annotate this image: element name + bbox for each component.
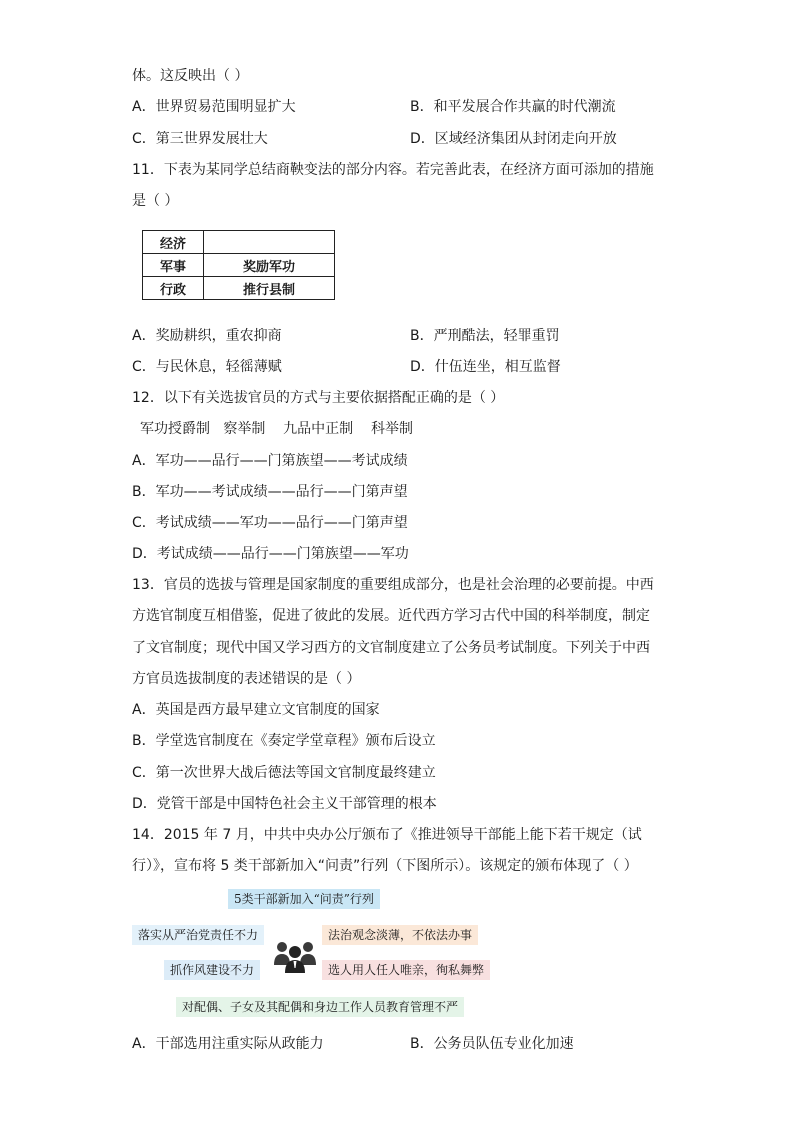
table-cell-key: 经济 xyxy=(143,231,204,254)
figure-item-bottom: 对配偶、子女及其配偶和身边工作人员教育管理不严 xyxy=(176,997,464,1017)
q14-stem-line2: 行）》，宣布将 5 类干部新加入“问责”行列（下图所示）。该规定的颁布体现了（ ） xyxy=(132,858,638,874)
q13-stem-line1: 13．官员的选拔与管理是国家制度的重要组成部分，也是社会治理的必要前提。中西 xyxy=(132,577,654,593)
figure-title-box: 5类干部新加入“问责”行列 xyxy=(228,889,380,909)
table-row xyxy=(143,254,335,277)
table-cell-key: 行政 xyxy=(143,277,204,300)
q13-stem-line3: 了文官制度；现代中国又学习西方的文官制度建立了公务员考试制度。下列关于中西 xyxy=(132,640,650,656)
q13-option-c[interactable]: C．第一次世界大战后德法等国文官制度最终建立 xyxy=(132,765,436,781)
q13-stem-line4: 方官员选拔制度的表述错误的是（ ） xyxy=(132,671,361,687)
q14-option-b[interactable]: B．公务员队伍专业化加速 xyxy=(410,1036,574,1052)
q12-option-b[interactable]: B．军功——考试成绩——品行——门第声望 xyxy=(132,484,408,500)
q14-stem-line1: 14．2015 年 7 月，中共中央办公厅颁布了《推进领导干部能上能下若干规定（试 xyxy=(132,827,642,843)
q12-option-a[interactable]: A．军功——品行——门第族望——考试成绩 xyxy=(132,453,408,469)
q13-option-a[interactable]: A．英国是西方最早建立文官制度的国家 xyxy=(132,702,380,718)
q11-stem-line1: 11．下表为某同学总结商鞅变法的部分内容。若完善此表，在经济方面可添加的措施 xyxy=(132,162,654,178)
q13-option-b[interactable]: B．学堂选官制度在《奏定学堂章程》颁布后设立 xyxy=(132,733,436,749)
q12-method-list: 军功授爵制 察举制 九品中正制 科举制 xyxy=(140,421,413,437)
figure-item-left2: 抓作风建设不力 xyxy=(164,960,260,980)
table-cell-value: 推行县制 xyxy=(204,277,335,300)
people-group-icon xyxy=(272,935,318,975)
q10-stem-tail: 体。这反映出（ ） xyxy=(132,68,249,84)
q11-stem-line2: 是（ ） xyxy=(132,193,179,209)
q11-option-b[interactable]: B．严刑酷法，轻罪重罚 xyxy=(410,328,560,344)
figure-item-right2: 选人用人任人唯亲，徇私舞弊 xyxy=(322,960,490,980)
figure-item-right1: 法治观念淡薄，不依法办事 xyxy=(322,925,478,945)
q10-option-b[interactable]: B．和平发展合作共赢的时代潮流 xyxy=(410,99,616,115)
q11-option-d[interactable]: D．什伍连坐，相互监督 xyxy=(410,359,561,375)
q12-option-c[interactable]: C．考试成绩——军功——品行——门第声望 xyxy=(132,515,408,531)
q12-stem: 12．以下有关选拔官员的方式与主要依据搭配正确的是（ ） xyxy=(132,390,505,406)
q10-option-c[interactable]: C．第三世界发展壮大 xyxy=(132,131,268,147)
q14-option-a[interactable]: A．干部选用注重实际从政能力 xyxy=(132,1036,324,1052)
q11-option-c[interactable]: C．与民休息，轻徭薄赋 xyxy=(132,359,282,375)
q13-option-d[interactable]: D．党管干部是中国特色社会主义干部管理的根本 xyxy=(132,796,437,812)
q12-option-d[interactable]: D．考试成绩——品行——门第族望——军功 xyxy=(132,546,409,562)
q10-option-a[interactable]: A．世界贸易范围明显扩大 xyxy=(132,99,296,115)
figure-item-left1: 落实从严治党责任不力 xyxy=(132,925,264,945)
shang-yang-reform-table xyxy=(142,230,335,300)
q11-option-a[interactable]: A．奖励耕织，重农抑商 xyxy=(132,328,282,344)
q13-stem-line2: 方选官制度互相借鉴，促进了彼此的发展。近代西方学习古代中国的科举制度，制定 xyxy=(132,608,650,624)
table-cell-key: 军事 xyxy=(143,254,204,277)
table-cell-value: 奖励军功 xyxy=(204,254,335,277)
table-row xyxy=(143,231,335,254)
table-row xyxy=(143,277,335,300)
q10-option-d[interactable]: D．区域经济集团从封闭走向开放 xyxy=(410,131,617,147)
table-cell-value xyxy=(204,231,335,254)
